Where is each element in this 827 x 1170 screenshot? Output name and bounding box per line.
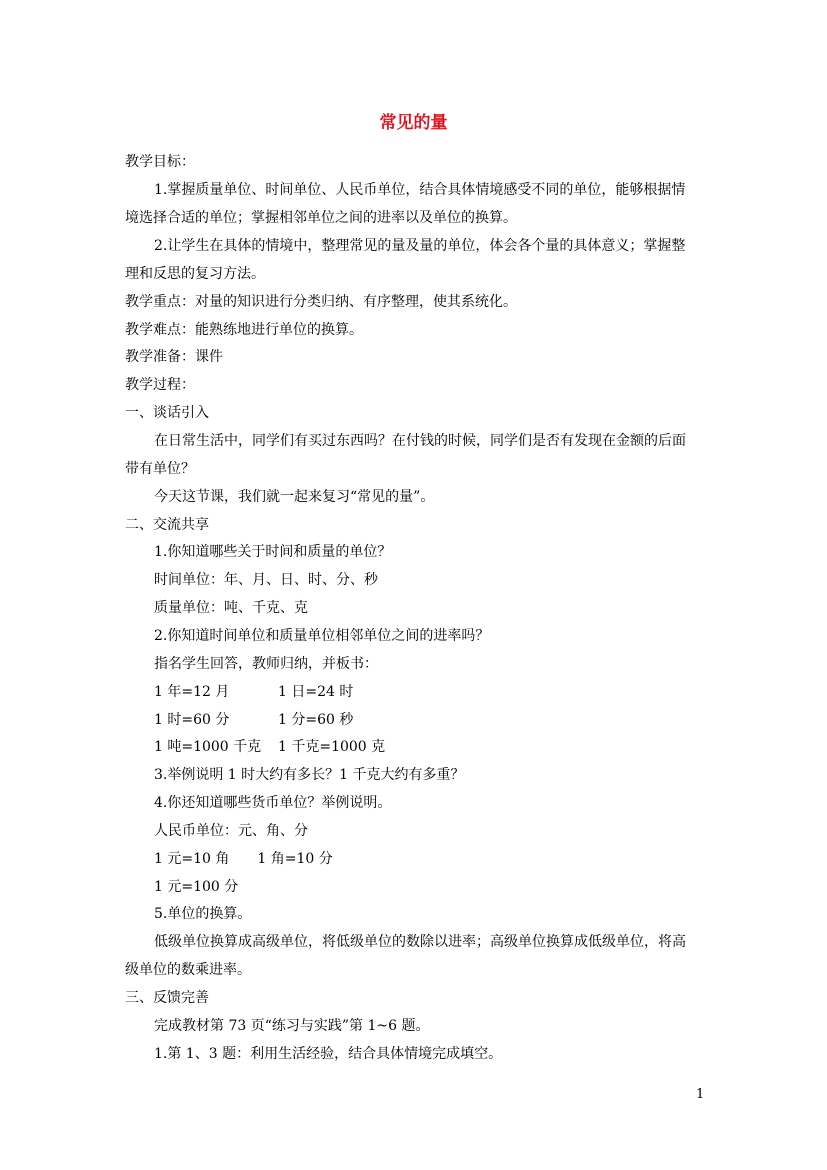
conversion-line: 1 元=100 分	[154, 879, 239, 895]
question-line: 5.单位的换算。	[154, 906, 252, 922]
paragraph-line: 低级单位换算成高级单位，将低级单位的数除以进率；高级单位换算成低级单位，将高	[154, 934, 686, 950]
conversion-line: 1 吨=1000 千克	[154, 739, 262, 755]
paragraph-line: 2.让学生在具体的情境中，整理常见的量及量的单位，体会各个量的具体意义；掌握整	[154, 238, 686, 254]
heading-objectives: 教学目标：	[125, 154, 195, 170]
paragraph-line: 指名学生回答，教师归纳，并板书：	[154, 656, 378, 672]
paragraph-line: 在日常生活中，同学们有买过东西吗？在付钱的时候，同学们是否有发现在金额的后面	[154, 433, 686, 449]
paragraph-line: 境选择合适的单位；掌握相邻单位之间的进率以及单位的换算。	[125, 210, 517, 226]
mass-units-line: 质量单位：吨、千克、克	[154, 600, 308, 616]
question-line: 1.你知道哪些关于时间和质量的单位？	[154, 544, 392, 560]
section-heading-2: 二、交流共享	[125, 517, 209, 533]
paragraph-line: 完成教材第 73 页“练习与实践”第 1~6 题。	[154, 1018, 430, 1034]
conversion-line: 1 千克=1000 克	[278, 739, 386, 755]
question-line: 2.你知道时间单位和质量单位相邻单位之间的进率吗？	[154, 628, 490, 644]
preparation: 教学准备：课件	[125, 349, 223, 365]
paragraph-line: 带有单位？	[125, 461, 195, 477]
conversion-line: 1 分=60 秒	[278, 712, 354, 728]
page-number: 1	[696, 1087, 705, 1102]
question-line: 4.你还知道哪些货币单位？举例说明。	[154, 795, 392, 811]
question-line: 3.举例说明 1 时大约有多长？1 千克大约有多重？	[154, 767, 465, 783]
time-units-line: 时间单位：年、月、日、时、分、秒	[154, 572, 378, 588]
conversion-line: 1 日=24 时	[278, 684, 354, 700]
paragraph-line: 级单位的数乘进率。	[125, 962, 251, 978]
paragraph-line: 1.掌握质量单位、时间单位、人民币单位，结合具体情境感受不同的单位，能够根据情	[154, 182, 686, 198]
paragraph-line: 今天这节课，我们就一起来复习“常见的量”。	[154, 489, 435, 505]
section-heading-3: 三、反馈完善	[125, 990, 209, 1006]
conversion-line: 1 年=12 月	[154, 684, 230, 700]
conversion-line: 1 时=60 分	[154, 712, 230, 728]
key-points: 教学重点：对量的知识进行分类归纳、有序整理，使其系统化。	[125, 294, 517, 310]
paragraph-line: 理和反思的复习方法。	[125, 266, 265, 282]
difficult-points: 教学难点：能熟练地进行单位的换算。	[125, 322, 363, 338]
paragraph-line: 1.第 1、3 题：利用生活经验，结合具体情境完成填空。	[154, 1046, 503, 1062]
conversion-line: 1 元=10 角 1 角=10 分	[154, 851, 333, 867]
document-title: 常见的量	[379, 113, 448, 133]
section-heading-1: 一、谈话引入	[125, 405, 209, 421]
heading-process: 教学过程：	[125, 377, 195, 393]
currency-units-line: 人民币单位：元、角、分	[154, 823, 308, 839]
